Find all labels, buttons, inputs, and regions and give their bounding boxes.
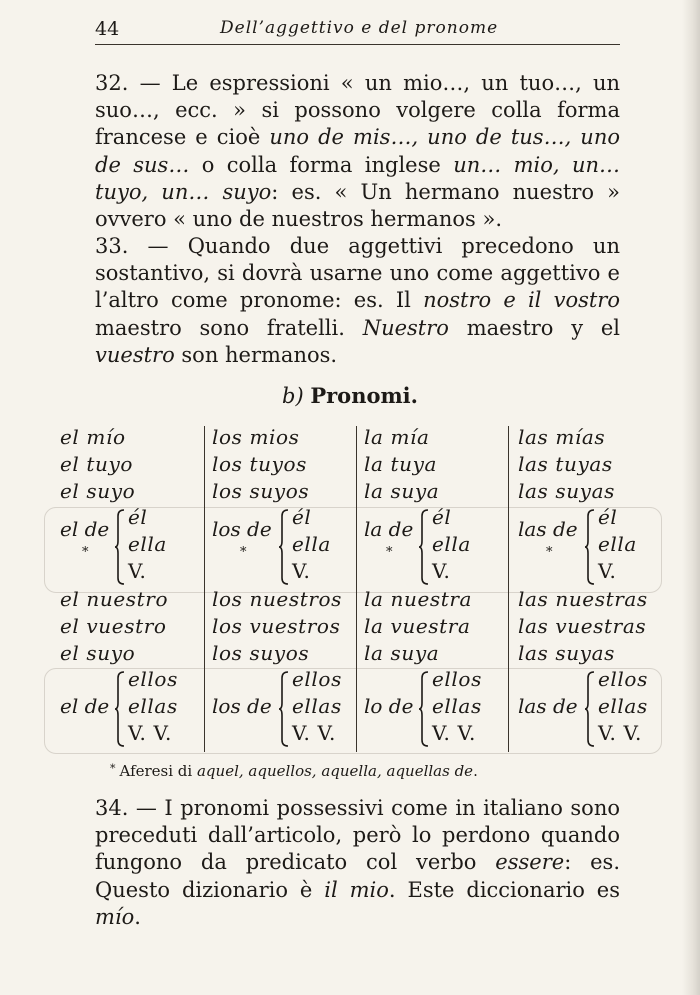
running-title: Dell’aggettivo e del pronome [220, 18, 499, 38]
singular-brace-label: los de [212, 517, 272, 541]
paragraph-33 [95, 233, 620, 369]
paragraph-32 [95, 70, 620, 233]
singular-row1-col3: la mía [364, 425, 430, 449]
plural-brace-item: ellos [598, 667, 648, 691]
curly-brace [114, 508, 126, 586]
singular-brace-item: ella [292, 532, 331, 556]
plural-row3-col1: el suyo [60, 641, 136, 665]
p32-text-e: : es. « Un hermano nuestro » ovvero « uno de nuestros hermanos ». [95, 179, 620, 232]
p34-text-c: : es. Questo dizionario è [95, 850, 620, 902]
plural-row2-col1: el vuestro [60, 614, 167, 638]
column-divider [356, 426, 357, 752]
curly-brace [418, 508, 430, 586]
curly-brace [278, 670, 290, 748]
plural-row1-col2: los nuestros [212, 587, 343, 611]
plural-brace-label: el de [60, 694, 110, 718]
footnote-star-mark: * [386, 545, 393, 560]
page-edge-shadow [682, 0, 700, 995]
singular-row2-col4: las tuyas [518, 452, 613, 476]
footnote-text-b: aquel, aquellos, aquella, aquellas de [196, 762, 474, 780]
p34-text-b: essere [495, 850, 565, 875]
p34-text-g: . [134, 904, 141, 929]
singular-row3-col2: los suyos [212, 479, 310, 503]
p33-text-d: Nuestro [362, 315, 449, 340]
plural-brace-label: lo de [364, 694, 414, 718]
p33-text-g: son hermanos. [174, 342, 338, 367]
singular-row1-col1: el mío [60, 425, 126, 449]
singular-brace-item: V. [598, 559, 617, 583]
singular-brace-item: ella [432, 532, 471, 556]
plural-brace-item: ellos [432, 667, 482, 691]
page-number: 44 [95, 18, 120, 40]
plural-row2-col2: los vuestros [212, 614, 341, 638]
singular-row2-col3: la tuya [364, 452, 438, 476]
footnote-star-mark: * [240, 545, 247, 560]
singular-row2-col1: el tuyo [60, 452, 134, 476]
plural-row3-col2: los suyos [212, 641, 310, 665]
column-divider [508, 426, 509, 752]
plural-brace-item: ellos [128, 667, 178, 691]
singular-brace-label: la de [364, 517, 414, 541]
singular-row3-col4: las suyas [518, 479, 615, 503]
pronoun-table [52, 424, 656, 752]
p32-text-b: uno de mis…, uno de tus…, uno de sus… [95, 125, 620, 177]
plural-brace-item: ellos [292, 667, 342, 691]
p34-text-d: il mio [324, 877, 389, 902]
footnote-mark: * [110, 762, 116, 775]
plural-brace-label: los de [212, 694, 272, 718]
p32-text-c: o colla forma inglese [189, 152, 454, 177]
curly-brace [584, 670, 596, 748]
plural-row3-col3: la suya [364, 641, 440, 665]
curly-brace [418, 670, 430, 748]
singular-brace-item: él [432, 505, 452, 529]
singular-brace-item: él [598, 505, 618, 529]
singular-row1-col2: los mios [212, 425, 300, 449]
curly-brace [584, 508, 596, 586]
curly-brace [114, 670, 126, 748]
plural-brace-item: V. V. [292, 721, 336, 745]
p32-text-a: 32. — Le espressioni « un mio…, un tuo…, un suo…, ecc. » si possono volgere colla forma francese e cioè [95, 71, 620, 150]
singular-brace-label: las de [518, 517, 578, 541]
singular-row2-col2: los tuyos [212, 452, 307, 476]
section-heading [0, 383, 700, 408]
p33-text-a: 33. — Quando due aggettivi precedono un sostantivo, si dovrà usarne uno come aggettivo e l’altro come pronome: es. Il [95, 234, 620, 313]
plural-row1-col4: las nuestras [518, 587, 648, 611]
singular-brace-item: V. [292, 559, 311, 583]
p33-text-f: vuestro [95, 342, 175, 367]
column-divider [204, 426, 205, 752]
plural-brace-item: V. V. [128, 721, 172, 745]
footnote [110, 762, 478, 780]
singular-brace-label: el de [60, 517, 110, 541]
plural-brace-item: ellas [432, 694, 482, 718]
singular-brace-item: ella [598, 532, 637, 556]
singular-brace-item: V. [128, 559, 147, 583]
p34-text-a: 34. — I pronomi possessivi come in italiano sono preceduti dall’articolo, però lo perdono quando fungono da predicato col verbo [95, 796, 620, 875]
plural-brace-label: las de [518, 694, 578, 718]
singular-row3-col3: la suya [364, 479, 440, 503]
plural-row2-col3: la vuestra [364, 614, 471, 638]
plural-brace-item: V. V. [432, 721, 476, 745]
footnote-text-c: . [473, 762, 478, 780]
footnote-text-a: Aferesi di [119, 762, 197, 780]
singular-row1-col4: las mías [518, 425, 606, 449]
singular-brace-item: él [292, 505, 312, 529]
footnote-star-mark: * [82, 545, 89, 560]
footnote-star-mark: * [546, 545, 553, 560]
singular-brace-item: V. [432, 559, 451, 583]
p33-text-b: nostro e il vostro [423, 288, 620, 313]
plural-row1-col3: la nuestra [364, 587, 473, 611]
plural-brace-item: V. V. [598, 721, 642, 745]
section-title: Pronomi. [310, 383, 418, 408]
p34-text-e: . Este diccionario es [388, 877, 620, 902]
curly-brace [278, 508, 290, 586]
page-header [95, 14, 620, 45]
p34-text-f: mío [95, 904, 135, 929]
plural-row1-col1: el nuestro [60, 587, 169, 611]
p33-text-e: maestro y el [448, 315, 620, 340]
section-letter: b) [282, 384, 304, 408]
plural-brace-item: ellas [128, 694, 178, 718]
plural-row2-col4: las vuestras [518, 614, 647, 638]
plural-row3-col4: las suyas [518, 641, 615, 665]
paragraph-34 [95, 795, 620, 931]
singular-row3-col1: el suyo [60, 479, 136, 503]
p33-text-c: maestro sono fratelli. [95, 315, 363, 340]
singular-brace-item: ella [128, 532, 167, 556]
plural-brace-item: ellas [598, 694, 648, 718]
p32-text-d: un… mio, un… tuyo, un… suyo [95, 152, 621, 204]
plural-brace-item: ellas [292, 694, 342, 718]
singular-brace-item: él [128, 505, 148, 529]
